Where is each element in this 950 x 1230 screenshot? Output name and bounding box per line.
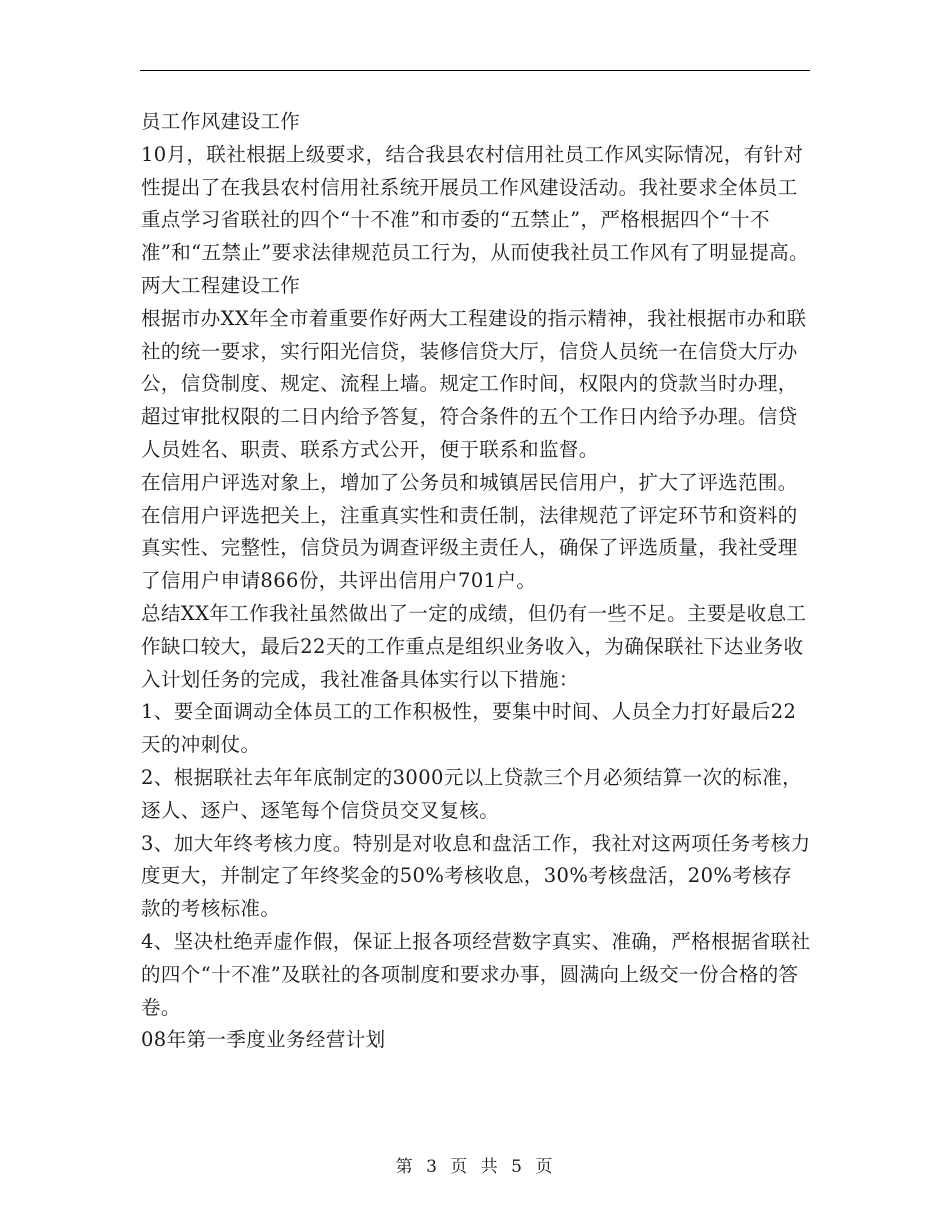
paragraph: 总结XX年工作我社虽然做出了一定的成绩，但仍有一些不足。主要是收息工作缺口较大，最后22天的工作重点是组织业务收入，为确保联社下达业务收入计划任务的完成，我社准备具体实行以下措施： — [141, 601, 807, 691]
footer-total-pages: 5 — [511, 1157, 524, 1177]
section-heading: 员工作风建设工作 — [141, 110, 301, 133]
paragraph: 在信用户评选对象上，增加了公务员和城镇居民信用户，扩大了评选范围。在信用户评选把关上，注重真实性和责任制，法律规范了评定环节和资料的真实性、完整性，信贷员为调查评级主责任人，确保了评选质量，我社受理了信用户申请866份，共评出信用户701户。 — [141, 470, 798, 593]
section-heading: 08年第一季度业务经营计划 — [141, 1028, 386, 1052]
list-item: 4、坚决杜绝弄虚作假，保证上报各项经营数字真实、准确，严格根据省联社的四个“十不准”及联社的各项制度和要求办事，圆满向上级交一份合格的答卷。 — [141, 929, 811, 1019]
list-item: 3、加大年终考核力度。特别是对收息和盘活工作，我社对这两项任务考核力度更大，并制定了年终奖金的50%考核收息，30%考核盘活，20%考核存款的考核标准。 — [141, 831, 811, 921]
footer-total-prefix: 共 — [480, 1157, 500, 1177]
paragraph: 10月，联社根据上级要求，结合我县农村信用社员工作风实际情况，有针对性提出了在我县农村信用社系统开展员工作风建设活动。我社要求全体员工重点学习省联社的四个“十不准”和市委的“五禁止”，严格根据四个“十不准”和“五禁止”要求法律规范员工行为，从而使我社员工作风有了明显提高。 — [141, 142, 809, 265]
footer-suffix: 页 — [535, 1157, 555, 1177]
header-rule — [140, 70, 810, 71]
footer-prefix: 第 — [395, 1157, 415, 1177]
paragraph: 根据市办XX年全市着重要作好两大工程建设的指示精神，我社根据市办和联社的统一要求，实行阳光信贷，装修信贷大厅，信贷人员统一在信贷大厅办公，信贷制度、规定、流程上墙。规定工作时间，权限内的贷款当时办理，超过审批权限的二日内给予答复，符合条件的五个工作日内给予办理。信贷人员姓名、职责、联系方式公开，便于联系和监督。 — [141, 306, 807, 461]
page-footer — [0, 1152, 950, 1177]
footer-current-page: 3 — [426, 1157, 439, 1177]
list-item: 1、要全面调动全体员工的工作积极性，要集中时间、人员全力打好最后22天的冲刺仗。 — [141, 700, 797, 757]
section-heading: 两大工程建设工作 — [141, 273, 301, 297]
document-body — [141, 106, 811, 1057]
footer-page-word: 页 — [450, 1157, 470, 1177]
list-item: 2、根据联社去年年底制定的3000元以上贷款三个月必须结算一次的标准，逐人、逐户、逐笔每个信贷员交叉复核。 — [141, 765, 803, 822]
